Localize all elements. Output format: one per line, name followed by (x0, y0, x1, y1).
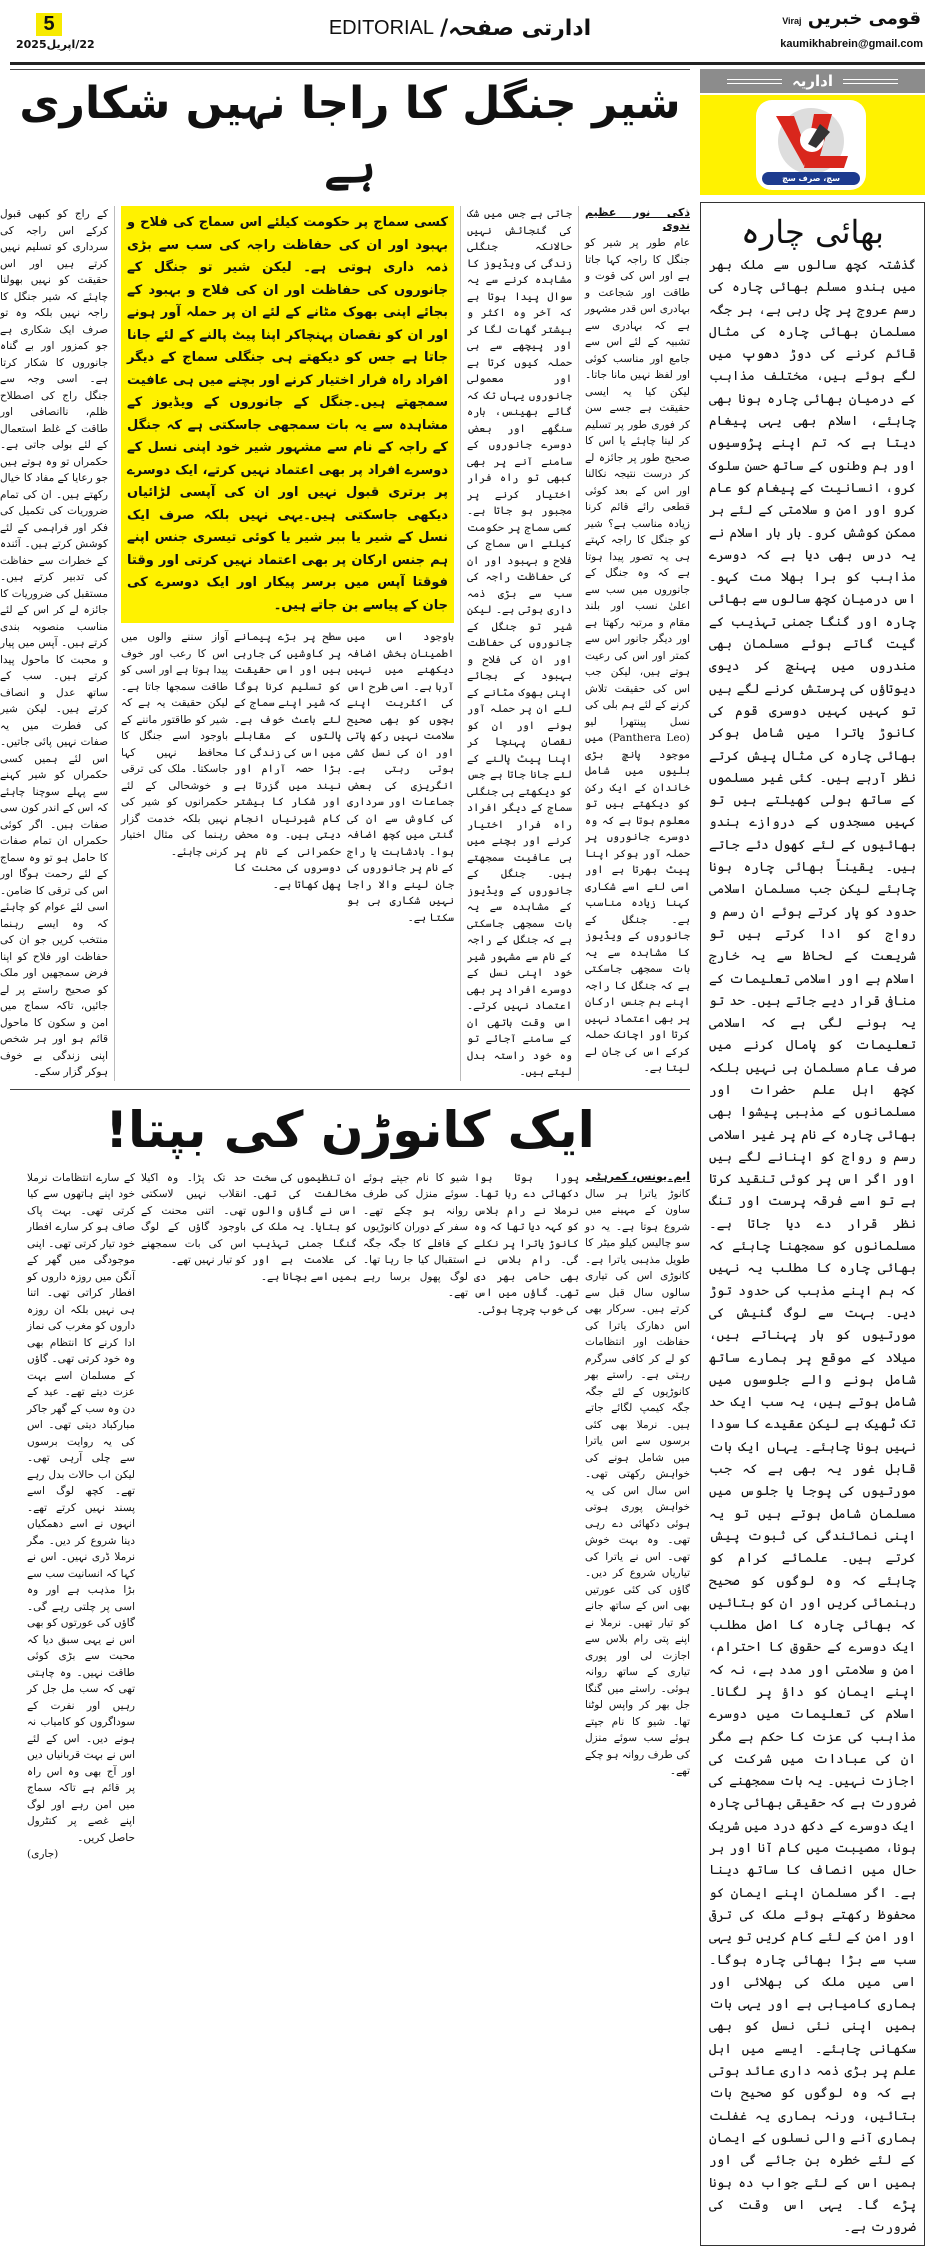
decorative-lines (843, 79, 898, 84)
editorial-label-bar (700, 69, 925, 93)
last-column (27, 1170, 135, 1863)
main-content (0, 69, 690, 1863)
article-column: پورا ہوتا ہوا دکھائی دے رہا تھا۔ نرملا نے رام بلاس کو کہہ دیا تھا کہ وہ کانوڑ یاترا پر نکلے گی۔ رام بلاس نے بھی حامی بھر دی تھی۔ گاؤں میں اس کی خوب چرچا ہوئی۔ (474, 1171, 579, 1316)
section-title-urdu: ادارتی صفحہ/ (440, 16, 592, 41)
column-divider (578, 206, 579, 1081)
article-column: حد تک پڑا۔ وہ اکیلا انقلاب نہیں لاسکتی تھی۔ اتنی محنت کے باوجود گاؤں کے لوگ اس کی بات سمجھنے کو تیار نہیں تھے۔ (141, 1171, 246, 1266)
continued-marker: (جاری) (27, 1848, 59, 1860)
logo-banner (700, 95, 925, 195)
brand-name: قومی خبریں (807, 8, 921, 29)
author-byline: ایم۔یونس، کمرہٹی (585, 1169, 690, 1183)
second-article-columns (10, 1170, 690, 1863)
editorial-title: بھائی چارہ (741, 213, 884, 251)
header-rule (10, 62, 925, 65)
lower-columns (121, 629, 454, 926)
column-text: عام طور پر شیر کو جنگل کا راجہ کہا جاتا ہے اور اس کی قوت و طاقت اور شجاعت و بہادری اس قدر مشہور ہے کہ بہادری سے تشبیہ کے لئے اس سے جامع اور مناسب کوئی اور لفظ نہیں مانا جاتا۔ لیکن کیا یہ ایسی حقیقت ہے جسے سن کر فوری طور پر تسلیم کر لینا چاہئے یا اس کا صحیح طور پر جائزہ لے کر درست نتیجہ نکالنا اور اس کے بعد کوئی قطعی رائے قائم کرنا زیادہ مناسب ہے؟ شیر کو جنگل کا راجہ کہتے ہی یہ تصور پیدا ہوتا ہے کہ وہ جنگل کے جانوروں میں سب سے اعلیٰ نسب اور بلند مقام و مرتبہ رکھتا ہے اور دیگر جانور اس سے کمتر اور اس کی رعیت ہوتے ہیں، لیکن جب اس کی حقیقت تلاش کرنے کے لئے ہم بلی کی نسل پینتھرا لیو (Panthera Leo) میں موجود پانچ بڑی بلیوں میں شامل خاندان کے ایک رکن کو دیکھتے ہیں تو معلوم ہوتا ہے کہ وہ دوسرے جانوروں پر حملہ آور ہوکر اپنا پیٹ بھرتا ہے اور اسی لئے اسے شکاری کہنا زیادہ مناسب ہے۔ جنگل کے جانوروں کے ویڈیوز کا مشاہدہ سے یہ بات سمجھی جاسکتی ہے کہ جنگل کا راجہ اپنے ہم جنس ارکان پر بھی اعتماد نہیں کرتا اور اچانک حملہ کرکے اس کی جان لے لیتا ہے۔ (585, 237, 690, 1074)
article-column: جاتی ہے جس میں شک کی گنجائش نہیں حالانکہ جنگلی زندگی کی ویڈیوز کا مشاہدہ کرنے سے یہ سوال پیدا ہوتا ہے کہ آخر وہ اکثر و بیشتر گھات لگا کر اور پیچھے سے ہی حملہ کیوں کرتا ہے اور معمولی جانوروں یہاں تک کہ گائے بھینس، بارہ سنگھے اور بعض دوسرے جانوروں کے سامنے آنے پر بھی کبھی تو راہ فرار اختیار کرنے پر مجبور ہو جاتا ہے۔ کسی سماج پر حکومت کیلئے اس سماج کی فلاح و بہبود اور ان کی حفاظت راجہ کی سب سے بڑی ذمہ داری ہوتی ہے۔ لیکن شیر تو جنگل کے جانوروں کی حفاظت اور ان کی فلاح و بہبود کے بجائے اپنی بھوک مٹانے کے لئے ان پر حملہ آور ہونے اور ان کو نقصان پہنچا کر اپنا پیٹ پالنے کے لئے جانا جاتا ہے جس کو دیکھتے ہی جنگلی سماج کے دیگر افراد راہ فرار اختیار کرنے اور بچنے میں ہی عافیت سمجھتے ہیں۔ جنگل کے جانوروں کے ویڈیوز کے مشاہدہ سے یہ بات سمجھی جاسکتی ہے کہ جنگل کے راجہ کے نام سے مشہور شیر خود اپنی نسل کے دوسرے افراد پر بھی اعتماد نہیں کرتے۔ اس وقت ہاتھی ان کے سامنے آجائے تو وہ خود راستہ بدل لیتے ہیں۔ (467, 208, 572, 1078)
contact-email[interactable]: kaumikhabrein@gmail.com (780, 38, 923, 50)
issue-date: 22/اپریل2025 (16, 38, 95, 51)
section-title (270, 16, 650, 41)
column-text: کانوڑ یاترا ہر سال ساون کے مہینے میں شروع ہوتا ہے۔ یہ دو سو چالیس کیلو میٹر کا طویل مذہبی یاترا ہے۔ کانوڑی اس کی تیاری سالوں سال قبل سے کرتے ہیں۔ سرکار بھی اس دھارک یاترا کی حفاظت اور انتظامات کو لے کر کافی سرگرم رہتی ہے۔ راستے بھر کانوڑیوں کے لئے جگہ جگہ کیمپ لگائے جاتے ہیں۔ نرملا بھی کئی برسوں سے اس یاترا میں شامل ہونے کی خواہش رکھتی تھی۔ اس سال اس کی یہ خواہش پوری ہوتی ہوئی دکھائی دے رہی تھی۔ وہ بہت خوش تھی۔ اس نے یاترا کی تیاریاں شروع کر دیں۔ گاؤں کی کئی عورتیں بھی اس کے ساتھ جانے کو تیار تھیں۔ نرملا نے اپنے پتی رام بلاس سے اجازت لی اور پوری تیاری کے ساتھ روانہ ہوئی۔ راستے میں گنگا جل بھر کر واپس لوٹنا تھا۔ شیو کا نام جپتے ہوئے سب سوئے منزل کی طرف روانہ ہو چکے تھے۔ (585, 1187, 690, 1777)
newspaper-logo (782, 8, 921, 29)
vl-logo (756, 100, 866, 190)
article-column: ان تنظیموں کی سخت مخالفت کی تھی۔ اس نے گاؤں والوں کو بتایا۔ یہ ملک کی گنگا جمنی تہذیب کی علامت ہے اور ہمیں اسے بچانا ہے۔ (252, 1171, 357, 1283)
editorial-body: گذشتہ کچھ سالوں سے ملک بھر میں ہندو مسلم بھائی چارہ کی رسم عروج پر چل رہی ہے، ہر جگہ مسلمان بھائی چارہ کی مثال قائم کرنے کی دوڑ دھوپ میں لگے ہوئے ہیں، مختلف مذاہب کے درمیان بھائی چارہ ہونا بھی چاہئے، اسلام بھی یہی پیغام دیتا ہے کہ تم اپنے پڑوسیوں اور ہم وطنوں کے ساتھ حسن سلوک کرو، انسانیت کے پیغام کو عام کرو اور امن و سلامتی کے لئے ہر ممکن کوشش کرو۔ بار بار اسلام نے یہ درس بھی دیا ہے کہ دوسرے مذاہب کو برا بھلا مت کہو۔ اس درمیان کچھ سالوں سے بھائی چارہ اور گنگا جمنی تہذیب کے گیت گاتے ہوئے مسلمان بھی مندروں میں پہنچ کر دیوی دیوتاؤں کی پرستش کرنے لگے ہیں تو کہیں کہیں دوسری قوم کی کانوڑ یاترا میں شامل ہوکر بھائی چارہ کی مثال پیش کرتے نظر آرہے ہیں۔ کئی غیر مسلموں کے ساتھ ہولی کھیلتے ہیں تو کہیں مسجدوں کے دروازے ہندو بھائیوں کے لئے کھول دئے جاتے ہیں۔ یقیناً بھائی چارہ ہونا چاہئے لیکن جب مسلمان اسلامی حدود کو پار کرتے ہوئے ان رسم و رواج کو ادا کرتے ہیں تو شریعت کے لحاظ سے یہ خارج اسلام ہے اور اسلامی تعلیمات کے منافی قرار دیے جاتے ہیں۔ حد تو یہ ہونے لگی ہے کہ اسلامی تعلیمات کو پامال کرنے میں صرف عام مسلمان ہی نہیں بلکہ کچھ اہل علم حضرات اور مسلمانوں کے مذہبی پیشوا بھی بھائی چارہ کے نام پر غیر اسلامی رسم و رواج کو اپنانے لگے ہیں اور اگر اس پر کوئی تنقید کرتا ہے تو اسے فرقہ پرست اور تنگ نظر قرار دے دیا جاتا ہے۔ مسلمانوں کو سمجھنا چاہئے کہ بھائی چارہ کا مطلب یہ نہیں کہ ہم اپنے مذہب کی حدود توڑ دیں۔ بہت سے لوگ گنیش کی مورتیوں کو ہار پہناتے ہیں، میلاد کے موقع پر ہمارے ساتھ شامل ہونے والے جلوسوں میں شامل ہوتے ہیں، یہ سب ایک حد تک ٹھیک ہے لیکن عقیدے کا سودا نہیں ہونا چاہئے۔ یہاں ایک بات قابل غور یہ بھی ہے کہ جب مورتیوں کی پوجا یا جلوس میں مسلمان شامل ہوتے ہیں تو یہ اپنی نمائندگی کی ثبوت پیش کرتے ہیں۔ علمائے کرام کو چاہئے کہ وہ لوگوں کو صحیح رہنمائی کریں اور ان کو بتائیں کہ بھائی چارہ کا اصل مطلب ایک دوسرے کے حقوق کا احترام، امن و سلامتی اور مدد ہے، نہ کہ اپنے ایمان کو داؤ پر لگانا۔ اسلام کی تعلیمات میں دوسرے مذاہب کی عزت کا حکم ہے مگر ان کی عبادات میں شرکت کی اجازت نہیں۔ یہ بات سمجھنے کی ضرورت ہے کہ حقیقی بھائی چارہ ایک دوسرے کے دکھ درد میں شریک ہونا، مصیبت میں کام آنا اور ہر حال میں انصاف کا ساتھ دینا ہے۔ اگر مسلمان اپنے ایمان کو محفوظ رکھتے ہوئے ملک کی ترقی اور امن کے لئے کام کریں تو یہی سب سے بڑا بھائی چارہ ہوگا۔ اسی میں ملک کی بھلائی اور ہماری کامیابی ہے اور یہی بات ہمیں اپنی نئی نسل کو بھی سکھانی چاہئے۔ ایسے میں اہل علم پر بڑی ذمہ داری عائد ہوتی ہے کہ وہ لوگوں کو صحیح بات بتائیں، ورنہ ہماری یہ غفلت ہماری آنے والی نسلوں کے ایمان کے لئے خطرہ بن جائے گی اور ہمیں اس کے لئے جواب دہ ہونا پڑے گا۔ یہی اس وقت کی ضرورت ہے۔ (709, 258, 916, 2236)
section-title-english: EDITORIAL (328, 17, 435, 39)
column-divider (114, 206, 115, 1081)
editorial-label: اداریہ (791, 72, 834, 90)
page-layout (0, 69, 925, 2246)
column-divider (460, 206, 461, 1081)
article-column: کے راج کو کبھی قبول کرکے اس راجہ کی سرداری کو تسلیم نہیں کرتے ہیں اور اس حقیقت کو نہیں بھولنا چاہئے کہ شیر جنگل کا راجہ نہیں بلکہ وہ تو صرف ایک شکاری ہے جو کمزور اور بے گناہ جانوروں کا شکار کرتا ہے۔ اسی وجہ سے جنگل راج کی اصطلاح ظلم، ناانصافی اور طاقت کے غلط استعمال کے لئے بولی جاتی ہے۔ حکمراں تو وہ ہوتے ہیں جو رعایا کے مفاد کا خیال رکھتے ہیں۔ ان کی تمام ضروریات کی تکمیل کی فکر اور فراہمی کے لئے کوشش کرتے ہیں۔ آئندہ کے خطرات سے حفاظت کی تدبیر کرتے ہیں۔ مستقبل کی ضروریات کا جائزہ لے کر اس کے لئے مناسب منصوبہ بندی کرتے ہیں۔ آپس میں پیار و محبت کا ماحول پیدا کرتے ہیں۔ سب کے ساتھ عدل و انصاف کرتے ہیں۔ لیکن شیر کی فطرت میں یہ صفات نہیں پائی جاتیں۔ اس لئے ہمیں کسی حکمراں کو شیر کہنے سے پہلے سوچنا چاہئے کہ اس کے اندر کون سی صفات ہیں۔ اگر کوئی حکمراں ان تمام صفات کا حامل ہو تو وہ سماج کے لئے رحمت ہوگا اور اس کی ترقی کا ضامن۔ اسی لئے عوام کو چاہئے کہ وہ ایسے رہنما منتخب کریں جو ان کی حفاظت اور فلاح کو اپنا فرض سمجھیں اور ملک کو صحیح راستے پر لے جائیں، تاکہ سماج میں امن و سکون کا ماحول قائم ہو اور ہر شخص اپنی زندگی بے خوف ہوکر گزار سکے۔ (0, 208, 108, 1078)
decorative-lines (727, 79, 782, 84)
main-article-columns (0, 206, 690, 1081)
editorial-sidebar (700, 69, 925, 2246)
article-column (585, 1170, 690, 1780)
article-column: آواز سننے والوں میں اس کا رعب اور خوف پیدا ہوتا ہے اور اسی کو طاقت سمجھا جاتا ہے۔ لیکن حقیقت یہ ہے کہ شیر کو طاقتور ماننے کے باوجود اسے جنگل کا محافظ نہیں کہا جاسکتا۔ ملک کی ترقی و خوشحالی کے لئے حکمرانوں کو شیر کی نہیں بلکہ خدمت گزار رہنما کی مثال اختیار کرنی چاہئے۔ (121, 631, 228, 858)
article-column: شیو کا نام جپتے ہوئے سوئے منزل کی طرف روانہ ہو چکے تھے۔ سفر کے دوران کانوڑیوں کے قافلے کا جگہ جگہ استقبال کیا جا رہا تھا۔ لوگ پھول برسا رہے تھے۔ (363, 1171, 468, 1299)
logo-tagline: سچ، صرف سچ (762, 172, 860, 185)
page-header (10, 8, 925, 60)
main-headline: شیر جنگل کا راجا نہیں شکاری ہے (19, 78, 681, 193)
article-column: باوجود اس میں اطمینان بخش اضافہ دیکھنے میں نہیں آرہا ہے۔ اسی طرح اس کی اکثریت اپنے بچوں کو بھی صحیح سلامت نہیں رکھ پاتی اور ان کی نسل کشی ہوتی رہتی ہے۔ انگریزی کی بعض جماعات اور سرداری کی کاوش سے ان کی گنتی میں کچھ اضافہ ہوا۔ بادشاہت یا راج کے نام پر جانوروں کی جان لینے والا راجا نہیں شکاری ہی ہو سکتا ہے۔ (347, 631, 454, 924)
highlight-area (121, 206, 454, 926)
pen-nib-icon (774, 110, 850, 172)
page-number: 5 (36, 13, 62, 36)
article-column: کے سارے انتظامات نرملا خود اپنے ہاتھوں سے کیا کرتی تھی۔ بہت پاک صاف ہو کر سارے افطار خود تیار کرتی تھی۔ اپنی موجودگی میں گھر کے آنگن میں روزہ داروں کو افطار کراتی تھی۔ اتنا ہی نہیں بلکہ ان روزہ داروں کو مغرب کی نماز ادا کرنے کا انتظام بھی وہ خود کرتی تھی۔ گاؤں کے مسلمان اسے بہت عزت دیتے تھے۔ عید کے دن وہ سب کے گھر جاکر مبارکباد دیتی تھی۔ اس کی یہ روایت برسوں سے چلی آرہی تھی۔ لیکن اب حالات بدل رہے تھے۔ کچھ لوگ اسے پسند نہیں کرتے تھے۔ انہوں نے اسے دھمکیاں دینا شروع کر دیں۔ مگر نرملا ڈری نہیں۔ اس نے کہا کہ انسانیت سب سے بڑا مذہب ہے اور وہ اسی پر چلتی رہے گی۔ گاؤں کی عورتوں کو بھی اس نے یہی سبق دیا کہ محبت سے بڑی کوئی طاقت نہیں۔ وہ چاہتی تھی کہ سب مل جل کر رہیں اور نفرت کے سوداگروں کو کامیاب نہ ہونے دیں۔ اس کے لئے اس نے بہت قربانیاں دیں اور آج بھی وہ اس راہ پر قائم ہے تاکہ سماج میں امن رہے اور لوگ اپنے غصے پر کنٹرول حاصل کریں۔ (27, 1171, 135, 1844)
article-column: سطح پر بڑے پیمانے پر کاوشیں کی جارہی ہیں اور اس حقیقت کو تسلیم کرنا ہوگا کہ شیر اپنے سماج کے لئے باعث خوف ہے۔ پالتوں کے مقابلے میں اس کی زندگی کا بڑا حصہ آرام اور نیند میں گزرتا ہے اور شکار کا بیشتر کام شیرنیاں انجام دیتی ہیں۔ وہ محض حکمرانی کے نام پر دوسروں کی محنت کا پھل کھاتا ہے۔ (234, 631, 341, 891)
brand-mark: Viraj (782, 16, 802, 26)
highlight-box: کسی سماج پر حکومت کیلئے اس سماج کی فلاح و بہبود اور ان کی حفاظت راجہ کی سب سے بڑی ذمہ داری ہوتی ہے۔ لیکن شیر تو جنگل کے جانوروں کی حفاظت اور ان کی فلاح و بہبود کے بجائے اپنی بھوک مٹانے کے لئے ان پر حملہ آور ہونے اور ان کو نقصان پہنچاکر اپنا پیٹ پالنے کے لئے جانا جاتا ہے جس کو دیکھتے ہی جنگلی سماج کے دیگر افراد راہ فرار اختیار کرنے اور بچنے میں ہی عافیت سمجھتے ہیں۔جنگل کے جانوروں کے ویڈیوز کے مشاہدہ سے یہ بات سمجھی جاسکتی ہے کہ جنگل کے راجہ کے نام سے مشہور شیر خود اپنی نسل کے دوسرے افراد پر بھی اعتماد نہیں کرتے، ایک دوسرے پر برتری قبول نہیں اور ان کی آپسی لڑائیاں دیکھی جاسکتی ہیں۔یہی نہیں بلکہ صرف ایک نسل کے شیر یا ببر شیر یا کوئی تیسری جنس اپنے ہم جنس ارکان پر بھی اعتماد نہیں کرتی اور وقتا فوقتا آپس میں برسر پیکار اور ایک دوسرے کی جان کے پیاسے بن جاتے ہیں۔ (121, 206, 454, 623)
editorial-box (700, 202, 925, 2246)
author-byline: ذکی نور عظیم ندوی (585, 206, 690, 232)
article-column (585, 206, 690, 1077)
second-headline: ایک کانوڑن کی بپتا! (105, 1100, 595, 1159)
